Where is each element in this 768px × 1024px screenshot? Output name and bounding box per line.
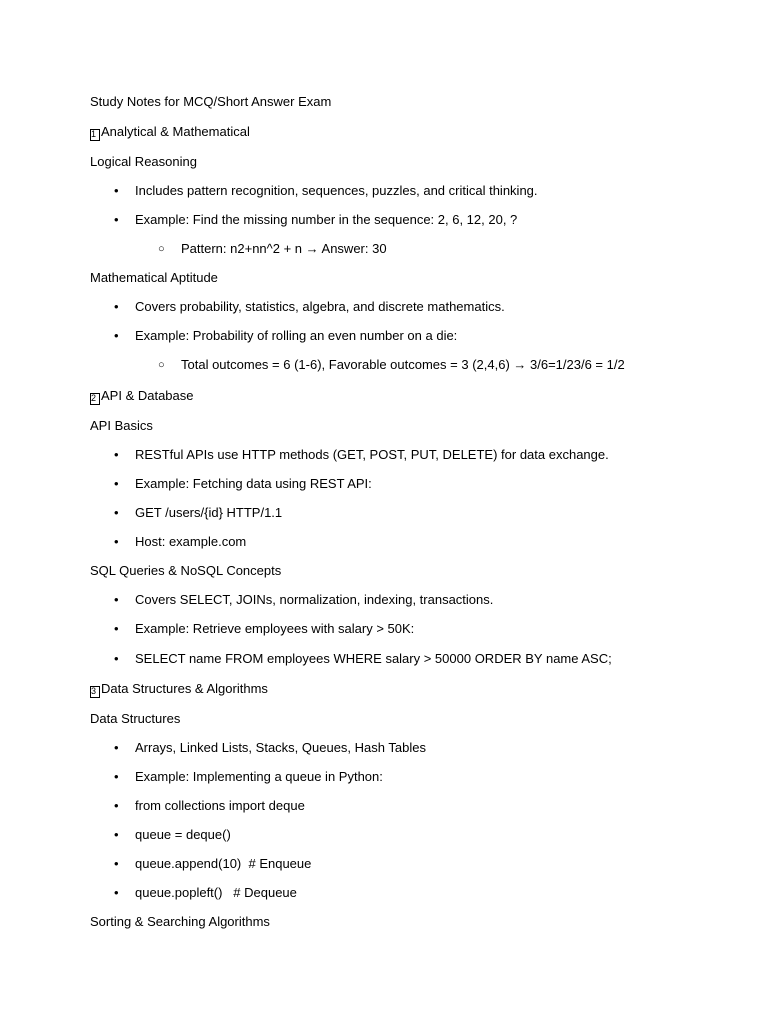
bullet-icon: • <box>114 798 119 813</box>
bullet-icon: • <box>114 769 119 784</box>
list-item: Example: Probability of rolling an even number on a die: <box>135 328 458 343</box>
list-item: Covers probability, statistics, algebra, and discrete mathematics. <box>135 299 505 314</box>
sub-bullet-icon: ○ <box>158 243 165 255</box>
bullet-icon: • <box>114 827 119 842</box>
sub-list-item: Total outcomes = 6 (1-6), Favorable outcomes = 3 (2,4,6) → 3/6=1/23/6 = 1/2 <box>181 357 625 372</box>
bullet-icon: • <box>114 856 119 871</box>
bullet-icon: • <box>114 183 119 198</box>
sub-list-item: Pattern: n2+nn^2 + n → Answer: 30 <box>181 241 387 256</box>
subheading-sql-nosql: SQL Queries & NoSQL Concepts <box>90 563 282 578</box>
section-heading-api-database: 2 API & Database <box>91 388 194 403</box>
bullet-icon: • <box>114 299 119 314</box>
list-item: Includes pattern recognition, sequences, puzzles, and critical thinking. <box>135 183 538 198</box>
bullet-icon: • <box>114 651 119 666</box>
bullet-icon: • <box>114 476 119 491</box>
list-item: queue.popleft() # Dequeue <box>135 885 297 900</box>
subheading-sorting-searching: Sorting & Searching Algorithms <box>90 914 270 929</box>
subheading-mathematical-aptitude: Mathematical Aptitude <box>90 270 218 285</box>
list-item: Arrays, Linked Lists, Stacks, Queues, Hash Tables <box>135 740 426 755</box>
list-item: Example: Find the missing number in the sequence: 2, 6, 12, 20, ? <box>135 212 518 227</box>
list-item: Example: Fetching data using REST API: <box>135 476 372 491</box>
bullet-icon: • <box>114 592 119 607</box>
section-number-icon: 1 <box>90 129 100 141</box>
list-item: SELECT name FROM employees WHERE salary > 50000 ORDER BY name ASC; <box>135 651 612 666</box>
subheading-api-basics: API Basics <box>90 418 153 433</box>
section-heading-analytical: 1 Analytical & Mathematical <box>91 124 250 139</box>
section-number-icon: 3 <box>90 686 100 698</box>
list-item: from collections import deque <box>135 798 305 813</box>
bullet-icon: • <box>114 740 119 755</box>
list-item: Host: example.com <box>135 534 247 549</box>
bullet-icon: • <box>114 447 119 462</box>
list-item: Example: Implementing a queue in Python: <box>135 769 383 784</box>
bullet-icon: • <box>114 505 119 520</box>
bullet-icon: • <box>114 885 119 900</box>
section-heading-data-structures-algorithms: 3 Data Structures & Algorithms <box>91 681 268 696</box>
bullet-icon: • <box>114 621 119 636</box>
subheading-logical-reasoning: Logical Reasoning <box>90 154 197 169</box>
sub-bullet-icon: ○ <box>158 359 165 371</box>
bullet-icon: • <box>114 212 119 227</box>
bullet-icon: • <box>114 534 119 549</box>
list-item: queue = deque() <box>135 827 231 842</box>
list-item: Example: Retrieve employees with salary > 50K: <box>135 621 415 636</box>
list-item: Covers SELECT, JOINs, normalization, indexing, transactions. <box>135 592 494 607</box>
list-item: RESTful APIs use HTTP methods (GET, POST, PUT, DELETE) for data exchange. <box>135 447 609 462</box>
subheading-data-structures: Data Structures <box>90 711 181 726</box>
section-number-icon: 2 <box>90 393 100 405</box>
bullet-icon: • <box>114 328 119 343</box>
list-item: queue.append(10) # Enqueue <box>135 856 312 871</box>
list-item: GET /users/{id} HTTP/1.1 <box>135 505 283 520</box>
document-title: Study Notes for MCQ/Short Answer Exam <box>90 94 332 109</box>
